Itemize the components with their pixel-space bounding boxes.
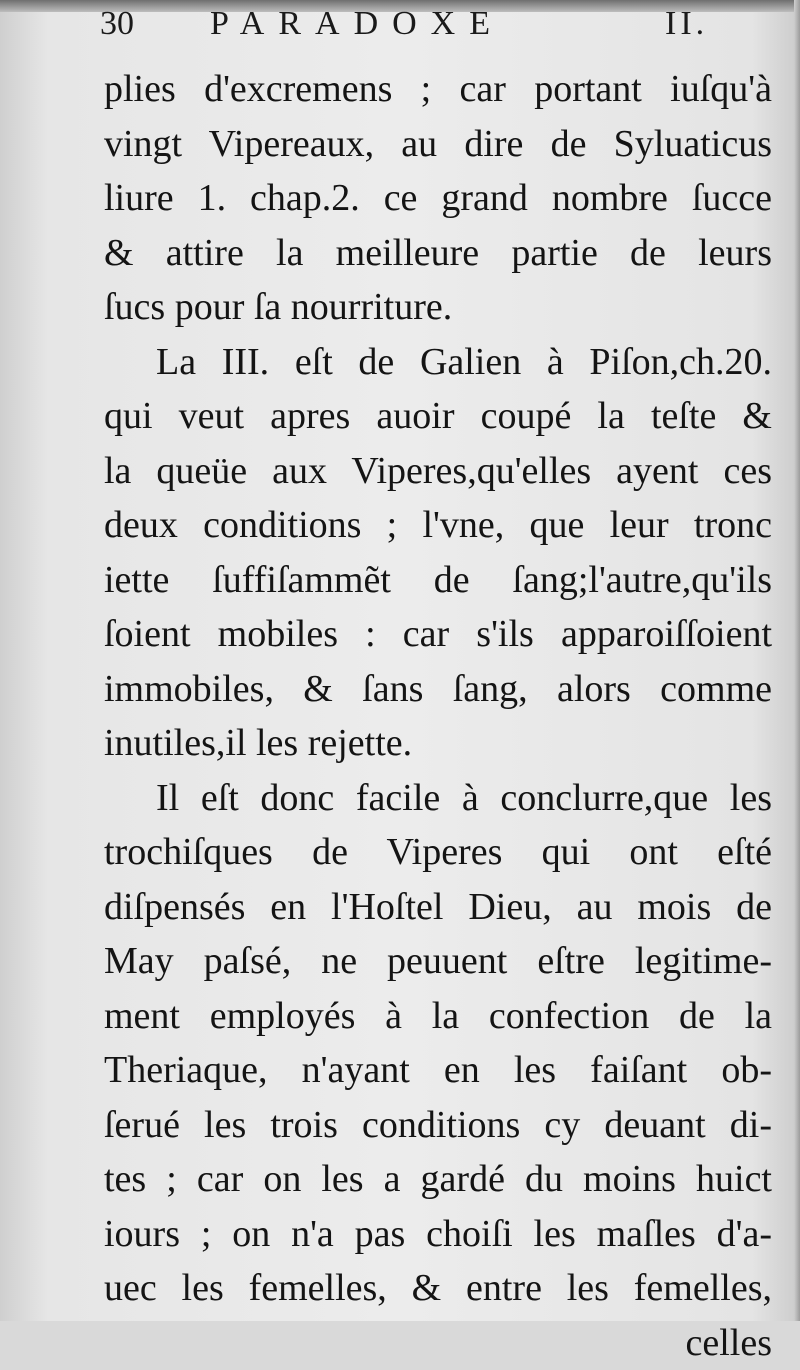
text-line: & attire la meilleure partie de leurs: [104, 226, 772, 281]
text-line: May paſsé, ne peuuent eſtre legitime-: [104, 934, 772, 989]
text-line: Theriaque, n'ayant en les faiſant ob-: [104, 1043, 772, 1098]
text-line: inutiles,il les rejette.: [104, 716, 772, 771]
page-right-edge: [794, 0, 800, 1321]
text-line: ſoient mobiles : car s'ils apparoiſſoient: [104, 607, 772, 662]
body-text: [104, 62, 772, 1370]
text-line: tes ; car on les a gardé du moins huict: [104, 1152, 772, 1207]
text-line: uec les femelles, & entre les femelles,: [104, 1261, 772, 1316]
text-line: ſerué les trois conditions cy deuant di-: [104, 1098, 772, 1153]
text-line: deux conditions ; l'vne, que leur tronc: [104, 498, 772, 553]
text-line: immobiles, & ſans ſang, alors comme: [104, 662, 772, 717]
text-line: trochiſques de Viperes qui ont eſté: [104, 825, 772, 880]
text-line: La III. eſt de Galien à Piſon,ch.20.: [104, 335, 772, 390]
text-line: la queüe aux Viperes,qu'elles ayent ces: [104, 444, 772, 499]
catchword: celles: [104, 1316, 772, 1370]
text-line: qui veut apres auoir coupé la teſte &: [104, 389, 772, 444]
text-line: Il eſt donc facile à conclurre,que les: [104, 771, 772, 826]
text-line: plies d'excremens ; car portant iuſqu'à: [104, 62, 772, 117]
running-head: [100, 4, 760, 44]
text-line: iours ; on n'a pas choiſi les maſles d'a-: [104, 1207, 772, 1262]
text-line: diſpensés en l'Hoſtel Dieu, au mois de: [104, 880, 772, 935]
text-line: liure 1. chap.2. ce grand nombre ſucce: [104, 171, 772, 226]
page-number: 30: [100, 4, 134, 44]
text-line: ſucs pour ſa nourriture.: [104, 280, 772, 335]
text-line: vingt Vipereaux, au dire de Syluaticus: [104, 117, 772, 172]
text-line: iette ſuffiſammẽt de ſang;l'autre,qu'ils: [104, 553, 772, 608]
section-number: II.: [665, 4, 708, 44]
text-line: ment employés à la confection de la: [104, 989, 772, 1044]
running-title: PARADOXE: [210, 4, 504, 44]
